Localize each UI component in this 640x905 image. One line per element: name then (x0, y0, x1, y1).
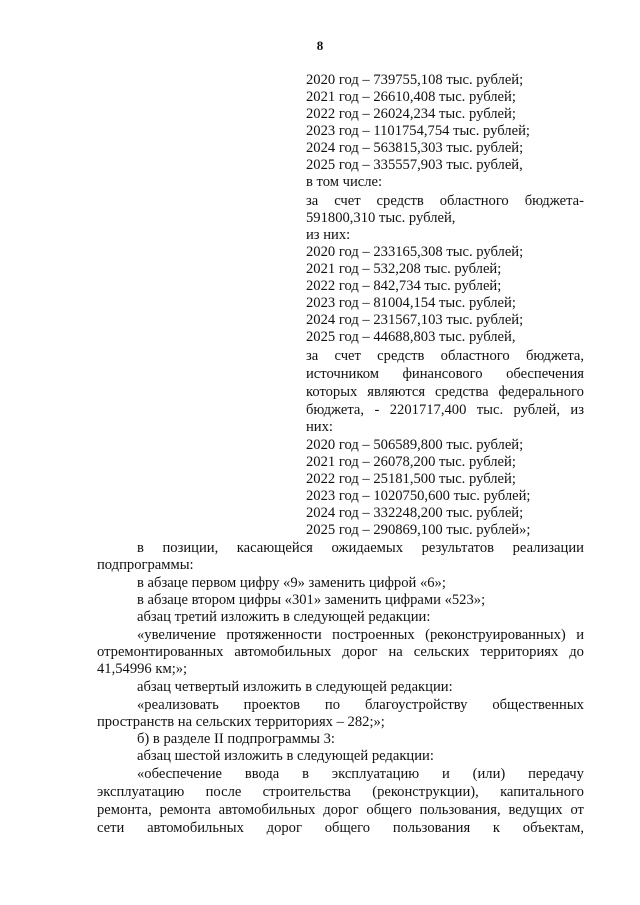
word: финансового (402, 366, 483, 382)
text-line: 2023 год – 1101754,754 тыс. рублей; (306, 123, 530, 139)
word: счет (334, 348, 361, 364)
word: ожидаемых (331, 540, 404, 556)
word: которых (306, 384, 358, 400)
word: (реконструированных) (425, 627, 566, 643)
word: ремонта, (97, 802, 152, 818)
text-line: 2023 год – 81004,154 тыс. рублей; (306, 295, 516, 311)
word: результатов (421, 540, 495, 556)
word: пользования (392, 820, 471, 836)
word: ремонта (159, 802, 211, 818)
justified-line (306, 366, 584, 383)
text-line: абзац шестой изложить в следующей редакции: (137, 748, 434, 764)
text-line: в том числе: (306, 174, 383, 190)
word: за (306, 193, 319, 209)
word: сельских (413, 644, 470, 660)
word: «обеспечение (137, 766, 222, 782)
word: пользования, (419, 802, 501, 818)
word: проектов (243, 697, 301, 713)
word: от (570, 802, 584, 818)
word: автомобильных (234, 644, 332, 660)
text-line: б) в разделе II подпрограммы 3: (137, 731, 335, 747)
word: в (302, 766, 310, 782)
word: позиции, (162, 540, 219, 556)
page-number: 8 (316, 38, 324, 53)
justified-line (306, 402, 584, 419)
text-line: в абзаце втором цифры «301» заменить цифрами «523»; (137, 592, 486, 608)
justified-line (137, 766, 584, 783)
word: ввода (244, 766, 280, 782)
text-line: 2022 год – 25181,500 тыс. рублей; (306, 471, 516, 487)
word: рублей, (513, 402, 560, 418)
text-line: 2021 год – 532,208 тыс. рублей; (306, 261, 502, 277)
word: средств (376, 193, 424, 209)
word: дорог (342, 644, 378, 660)
word: средства (435, 384, 489, 400)
text-line: 2025 год – 44688,803 тыс. рублей, (306, 329, 516, 345)
text-line: абзац четвертый изложить в следующей редакции: (137, 679, 453, 695)
justified-line (137, 540, 584, 557)
word: средств (377, 348, 425, 364)
word: бюджета- (524, 193, 584, 209)
word: дорог (323, 802, 359, 818)
word: автомобильных (218, 802, 316, 818)
word: являются (367, 384, 426, 400)
text-line: из них: (306, 227, 351, 243)
text-line: 2020 год – 506589,800 тыс. рублей; (306, 437, 524, 453)
text-line: 2021 год – 26078,200 тыс. рублей; (306, 454, 516, 470)
word: передачу (528, 766, 584, 782)
word: - (374, 402, 380, 418)
text-line: 2020 год – 739755,108 тыс. рублей; (306, 72, 524, 88)
text-line: 2022 год – 842,734 тыс. рублей; (306, 278, 502, 294)
word: отремонтированных (97, 644, 224, 660)
word: до (569, 644, 584, 660)
word: эксплуатацию (97, 784, 185, 800)
text-line: 41,54996 км;»; (97, 661, 188, 677)
justified-line (137, 627, 584, 644)
word: дорог (266, 820, 302, 836)
word: автомобильных (147, 820, 244, 836)
word: касающейся (236, 540, 313, 556)
word: реализации (512, 540, 584, 556)
justified-line (306, 348, 584, 365)
text-line: 2020 год – 233165,308 тыс. рублей; (306, 244, 524, 260)
word: общего (366, 802, 412, 818)
word: эксплуатацию (331, 766, 420, 782)
word: за (306, 348, 319, 364)
word: областного (439, 193, 509, 209)
text-line: 2024 год – 563815,303 тыс. рублей; (306, 140, 524, 156)
justified-line (97, 802, 584, 819)
text-line: подпрограммы: (97, 557, 194, 573)
word: сети (97, 820, 125, 836)
justified-line (97, 820, 584, 837)
text-line: 2022 год – 26024,234 тыс. рублей; (306, 106, 516, 122)
word: в (137, 540, 144, 556)
word: строительства (262, 784, 351, 800)
text-line: 2025 год – 290869,100 тыс. рублей»; (306, 522, 531, 538)
word: 2201717,400 (389, 402, 467, 418)
word: «увеличение (137, 627, 216, 643)
word: территориях (480, 644, 559, 660)
word: тыс. (476, 402, 504, 418)
text-line: пространств на сельских территориях – 282;»; (97, 714, 385, 730)
justified-line (97, 644, 584, 661)
text-line: 2021 год – 26610,408 тыс. рублей; (306, 89, 516, 105)
justified-line (137, 697, 584, 714)
word: протяженности (226, 627, 322, 643)
word: благоустройству (364, 697, 468, 713)
word: построенных (332, 627, 415, 643)
word: бюджета, (525, 348, 584, 364)
word: источником (306, 366, 379, 382)
justified-line (306, 384, 584, 401)
word: бюджета, (306, 402, 365, 418)
word: и (442, 766, 450, 782)
word: капитального (500, 784, 584, 800)
text-line: в абзаце первом цифру «9» заменить цифрой «6»; (137, 575, 446, 591)
word: объектам, (522, 820, 584, 836)
word: общего (324, 820, 371, 836)
text-line: 2023 год – 1020750,600 тыс. рублей; (306, 488, 531, 504)
justified-line (97, 784, 584, 801)
word: (реконструкции), (372, 784, 479, 800)
word: федерального (498, 384, 584, 400)
text-line: 591800,310 тыс. рублей, (306, 210, 456, 226)
word: из (570, 402, 584, 418)
word: общественных (492, 697, 584, 713)
text-line: 2024 год – 332248,200 тыс. рублей; (306, 505, 524, 521)
word: «реализовать (137, 697, 219, 713)
text-line: 2024 год – 231567,103 тыс. рублей; (306, 312, 524, 328)
word: счет (334, 193, 361, 209)
word: на (388, 644, 403, 660)
word: обеспечения (506, 366, 584, 382)
text-line: 2025 год – 335557,903 тыс. рублей, (306, 157, 523, 173)
word: областного (440, 348, 510, 364)
word: и (576, 627, 584, 643)
justified-line (306, 193, 584, 210)
text-line: абзац третий изложить в следующей редакции: (137, 609, 431, 625)
text-line: них: (306, 419, 333, 435)
word: к (492, 820, 501, 836)
word: (или) (472, 766, 506, 782)
word: ведущих (508, 802, 563, 818)
word: после (205, 784, 242, 800)
word: по (324, 697, 341, 713)
